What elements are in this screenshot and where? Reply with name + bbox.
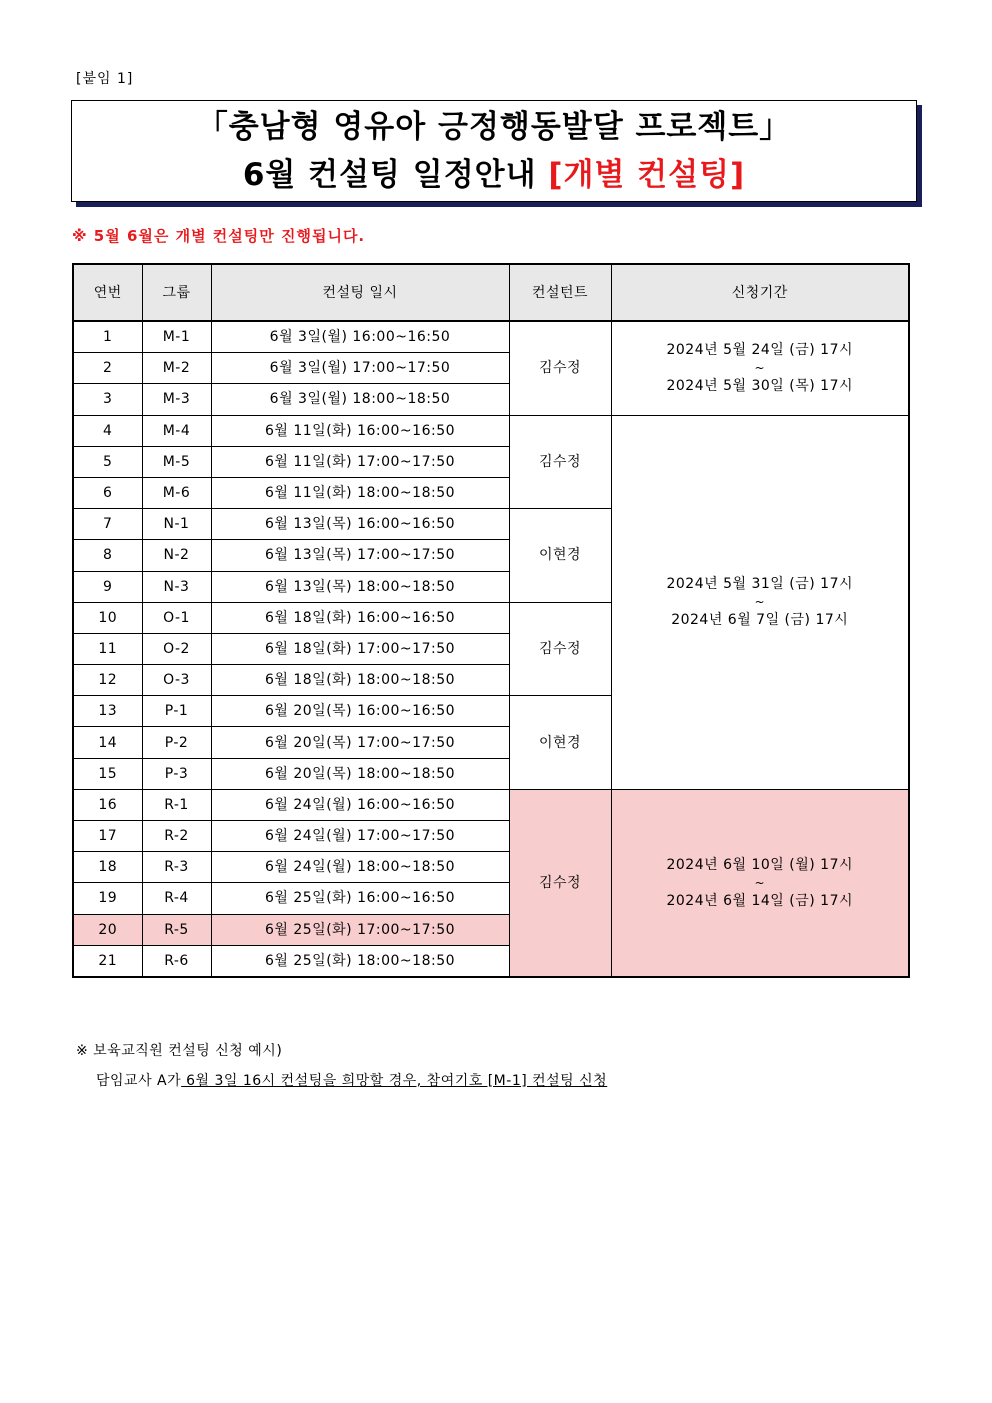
row-group: M-6 <box>142 477 211 508</box>
title-line-1: 「충남형 영유아 긍정행동발달 프로젝트」 <box>196 109 792 145</box>
row-group: O-2 <box>142 633 211 664</box>
row-group: R-1 <box>142 789 211 820</box>
notice-text: ※ 5월 6월은 개별 컨설팅만 진행됩니다. <box>72 227 366 245</box>
row-datetime: 6월 20일(목) 17:00~17:50 <box>211 727 509 758</box>
row-no: 5 <box>73 446 142 477</box>
row-no: 13 <box>73 696 142 727</box>
row-datetime: 6월 13일(목) 17:00~17:50 <box>211 540 509 571</box>
row-datetime: 6월 13일(목) 16:00~16:50 <box>211 509 509 540</box>
period-separator: ~ <box>754 595 766 610</box>
title-line-2-highlight: [개별 컨설팅] <box>548 157 746 193</box>
consultant-cell: 김수정 <box>509 321 611 415</box>
row-datetime: 6월 18일(화) 16:00~16:50 <box>211 602 509 633</box>
row-group: P-2 <box>142 727 211 758</box>
period-end: 2024년 6월 7일 (금) 17시 <box>671 612 849 629</box>
row-no: 12 <box>73 665 142 696</box>
row-datetime: 6월 3일(월) 18:00~18:50 <box>211 384 509 415</box>
table-row <box>73 789 909 820</box>
row-group: N-2 <box>142 540 211 571</box>
header-no: 연번 <box>73 264 142 321</box>
consultant-cell: 김수정 <box>509 789 611 977</box>
row-no: 11 <box>73 633 142 664</box>
row-no: 8 <box>73 540 142 571</box>
row-group: O-1 <box>142 602 211 633</box>
header-period: 신청기간 <box>611 264 909 321</box>
row-no: 17 <box>73 821 142 852</box>
row-group: P-1 <box>142 696 211 727</box>
row-datetime: 6월 24일(월) 18:00~18:50 <box>211 852 509 883</box>
row-no: 15 <box>73 758 142 789</box>
row-no: 16 <box>73 789 142 820</box>
table-header-row <box>73 264 909 321</box>
row-datetime: 6월 11일(화) 17:00~17:50 <box>211 446 509 477</box>
example-prefix: 담임교사 A가 <box>96 1073 182 1089</box>
row-group: R-2 <box>142 821 211 852</box>
schedule-table <box>72 263 910 978</box>
period-separator: ~ <box>754 361 766 376</box>
period-start: 2024년 5월 31일 (금) 17시 <box>666 576 853 593</box>
row-no: 6 <box>73 477 142 508</box>
row-datetime: 6월 18일(화) 18:00~18:50 <box>211 665 509 696</box>
row-group: P-3 <box>142 758 211 789</box>
row-datetime: 6월 24일(월) 16:00~16:50 <box>211 789 509 820</box>
row-datetime: 6월 20일(목) 18:00~18:50 <box>211 758 509 789</box>
example-underlined-text: 6월 3일 16시 컨설팅을 희망할 경우, 참여기호 [M-1] 컨설팅 신청 <box>181 1073 608 1089</box>
row-datetime: 6월 3일(월) 17:00~17:50 <box>211 353 509 384</box>
consultant-cell: 이현경 <box>509 696 611 790</box>
period-start: 2024년 5월 24일 (금) 17시 <box>666 342 853 359</box>
row-group: M-4 <box>142 415 211 446</box>
row-group: R-6 <box>142 945 211 977</box>
row-datetime: 6월 3일(월) 16:00~16:50 <box>211 321 509 353</box>
row-group: N-1 <box>142 509 211 540</box>
period-cell <box>611 321 909 415</box>
row-no: 14 <box>73 727 142 758</box>
header-group: 그룹 <box>142 264 211 321</box>
header-datetime: 컨설팅 일시 <box>211 264 509 321</box>
row-group: M-2 <box>142 353 211 384</box>
header-consultant: 컨설턴트 <box>509 264 611 321</box>
example-title: ※ 보육교직원 컨설팅 신청 예시) <box>76 1043 283 1059</box>
row-group: N-3 <box>142 571 211 602</box>
row-group: R-5 <box>142 914 211 945</box>
row-datetime: 6월 25일(화) 18:00~18:50 <box>211 945 509 977</box>
row-no: 1 <box>73 321 142 353</box>
table-row <box>73 321 909 353</box>
row-no: 20 <box>73 914 142 945</box>
example-body <box>96 1070 607 1090</box>
row-group: O-3 <box>142 665 211 696</box>
row-no: 2 <box>73 353 142 384</box>
row-no: 9 <box>73 571 142 602</box>
row-group: R-4 <box>142 883 211 914</box>
title-box <box>71 100 917 202</box>
consultant-cell: 이현경 <box>509 509 611 603</box>
title-line-2 <box>72 155 916 195</box>
row-no: 3 <box>73 384 142 415</box>
title-line-2-main: 6월 컨설팅 일정안내 <box>242 157 549 193</box>
period-end: 2024년 6월 14일 (금) 17시 <box>666 892 853 909</box>
period-end: 2024년 5월 30일 (목) 17시 <box>666 378 853 395</box>
period-separator: ~ <box>754 875 766 890</box>
row-datetime: 6월 24일(월) 17:00~17:50 <box>211 821 509 852</box>
row-group: M-5 <box>142 446 211 477</box>
period-cell <box>611 789 909 977</box>
row-no: 4 <box>73 415 142 446</box>
row-group: M-3 <box>142 384 211 415</box>
row-no: 10 <box>73 602 142 633</box>
row-datetime: 6월 11일(화) 16:00~16:50 <box>211 415 509 446</box>
row-datetime: 6월 18일(화) 17:00~17:50 <box>211 633 509 664</box>
attachment-label: [붙임 1] <box>76 71 134 87</box>
consultant-cell: 김수정 <box>509 602 611 696</box>
period-cell <box>611 415 909 789</box>
row-group: R-3 <box>142 852 211 883</box>
table-row <box>73 415 909 446</box>
row-datetime: 6월 20일(목) 16:00~16:50 <box>211 696 509 727</box>
period-start: 2024년 6월 10일 (월) 17시 <box>666 856 853 873</box>
row-no: 19 <box>73 883 142 914</box>
row-datetime: 6월 11일(화) 18:00~18:50 <box>211 477 509 508</box>
row-no: 7 <box>73 509 142 540</box>
row-no: 18 <box>73 852 142 883</box>
row-datetime: 6월 13일(목) 18:00~18:50 <box>211 571 509 602</box>
row-group: M-1 <box>142 321 211 353</box>
row-no: 21 <box>73 945 142 977</box>
row-datetime: 6월 25일(화) 16:00~16:50 <box>211 883 509 914</box>
consultant-cell: 김수정 <box>509 415 611 509</box>
row-datetime: 6월 25일(화) 17:00~17:50 <box>211 914 509 945</box>
